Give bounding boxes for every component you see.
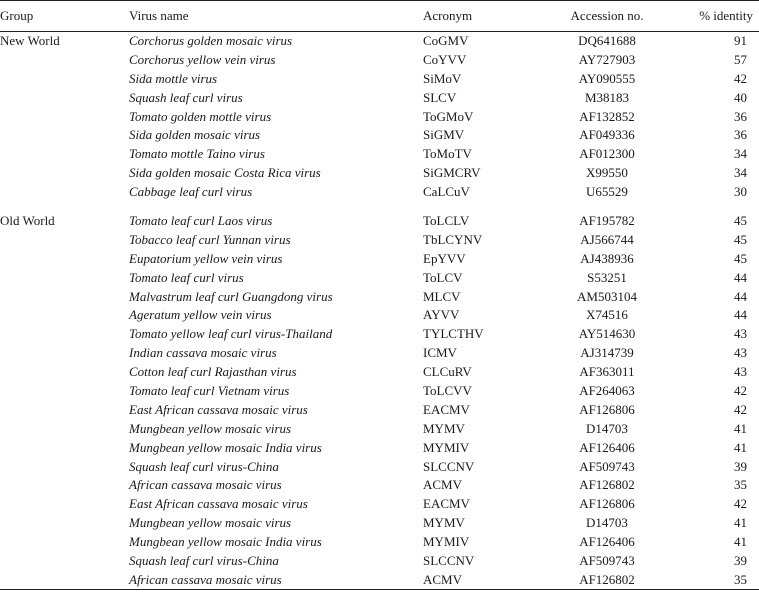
accession-number: AJ438936 bbox=[580, 250, 634, 266]
acronym: TYLCTHV bbox=[423, 326, 484, 342]
percent-identity: 43 bbox=[734, 345, 747, 361]
header-virus-name: Virus name bbox=[129, 1, 423, 32]
group-empty bbox=[0, 230, 129, 249]
virus-name: Indian cassava mosaic virus bbox=[129, 345, 277, 361]
acronym: CLCuRV bbox=[423, 364, 472, 380]
virus-name: Mungbean yellow mosaic virus bbox=[129, 515, 292, 531]
accession-number: X74516 bbox=[586, 307, 628, 323]
accession-number: D14703 bbox=[586, 515, 628, 531]
accession-number: AY090555 bbox=[578, 70, 636, 86]
table-row bbox=[0, 552, 759, 571]
virus-name: Malvastrum leaf curl Guangdong virus bbox=[129, 288, 333, 304]
percent-identity: 39 bbox=[734, 458, 747, 474]
table-row bbox=[0, 88, 759, 107]
percent-identity: 34 bbox=[734, 165, 747, 181]
virus-name: Corchorus yellow vein virus bbox=[129, 51, 276, 67]
percent-identity: 36 bbox=[734, 127, 747, 143]
acronym: SLCCNV bbox=[423, 458, 475, 474]
percent-identity: 44 bbox=[734, 269, 747, 285]
table-body bbox=[0, 32, 759, 590]
accession-number: AF126406 bbox=[579, 534, 635, 550]
table-row bbox=[0, 419, 759, 438]
table-row bbox=[0, 457, 759, 476]
accession-number: U65529 bbox=[586, 184, 628, 200]
accession-number: DQ641688 bbox=[578, 33, 636, 49]
table-header bbox=[0, 1, 759, 32]
virus-name: Tomato golden mottle virus bbox=[129, 108, 272, 124]
table-row bbox=[0, 126, 759, 145]
acronym: EACMV bbox=[423, 401, 470, 417]
group-empty bbox=[0, 344, 129, 363]
percent-identity: 43 bbox=[734, 364, 747, 380]
acronym: ACMV bbox=[423, 570, 532, 589]
accession-number: AF012300 bbox=[579, 146, 635, 162]
header-acronym: Acronym bbox=[423, 1, 532, 32]
table-row bbox=[0, 382, 759, 401]
acronym: AYVV bbox=[423, 307, 460, 323]
header-accession: Accession no. bbox=[532, 1, 682, 32]
accession-number: AF195782 bbox=[579, 212, 635, 228]
group-empty bbox=[0, 164, 129, 183]
accession-number: AF049336 bbox=[579, 127, 635, 143]
table-row bbox=[0, 249, 759, 268]
table-row bbox=[0, 400, 759, 419]
group-name: New World bbox=[0, 33, 60, 49]
table-row bbox=[0, 183, 759, 202]
percent-identity: 57 bbox=[734, 51, 747, 67]
acronym: ACMV bbox=[423, 477, 463, 493]
percent-identity: 44 bbox=[734, 307, 747, 323]
accession-number: AF264063 bbox=[579, 382, 635, 398]
accession-number: AF132852 bbox=[579, 108, 635, 124]
table-row bbox=[0, 32, 759, 51]
acronym: ICMV bbox=[423, 345, 457, 361]
table-row bbox=[0, 514, 759, 533]
group-name: Old World bbox=[0, 212, 55, 228]
acronym: SiGMCRV bbox=[423, 165, 481, 181]
group-empty bbox=[0, 107, 129, 126]
acronym: ToLCLV bbox=[423, 212, 470, 228]
group-empty bbox=[0, 249, 129, 268]
accession-number: M38183 bbox=[584, 89, 630, 105]
acronym: MYMIV bbox=[423, 439, 470, 455]
table-row bbox=[0, 344, 759, 363]
virus-name: Eupatorium yellow vein virus bbox=[129, 250, 283, 266]
table-row bbox=[0, 476, 759, 495]
table-row bbox=[0, 212, 759, 231]
virus-name: Tomato leaf curl Vietnam virus bbox=[129, 382, 290, 398]
percent-identity: 45 bbox=[734, 231, 747, 247]
accession-number: AJ566744 bbox=[580, 231, 634, 247]
virus-name: African cassava mosaic virus bbox=[129, 477, 282, 493]
percent-identity: 41 bbox=[734, 439, 747, 455]
percent-identity: 42 bbox=[734, 401, 747, 417]
table-row bbox=[0, 107, 759, 126]
group-empty bbox=[0, 476, 129, 495]
acronym: CoGMV bbox=[423, 33, 469, 49]
accession-number: S53251 bbox=[587, 269, 627, 285]
group-empty bbox=[0, 533, 129, 552]
virus-name: Ageratum yellow vein virus bbox=[129, 307, 272, 323]
group-empty bbox=[0, 268, 129, 287]
virus-name: Mungbean yellow mosaic India virus bbox=[129, 439, 322, 455]
group-empty bbox=[0, 183, 129, 202]
percent-identity: 42 bbox=[734, 70, 747, 86]
table-row bbox=[0, 69, 759, 88]
accession-number: AY727903 bbox=[578, 51, 636, 67]
virus-name: Squash leaf curl virus bbox=[129, 89, 243, 105]
group-empty bbox=[0, 457, 129, 476]
acronym: CoYVV bbox=[423, 51, 467, 67]
accession-number: AF126806 bbox=[579, 401, 635, 417]
table-row bbox=[0, 533, 759, 552]
virus-name: Sida golden mosaic Costa Rica virus bbox=[129, 165, 321, 181]
group-empty bbox=[0, 552, 129, 571]
accession-number: AF126802 bbox=[579, 477, 635, 493]
virus-name: Mungbean yellow mosaic India virus bbox=[129, 534, 322, 550]
table-row bbox=[0, 164, 759, 183]
percent-identity: 45 bbox=[734, 250, 747, 266]
group-empty bbox=[0, 306, 129, 325]
group-empty bbox=[0, 400, 129, 419]
virus-name: African cassava mosaic virus bbox=[129, 570, 423, 589]
percent-identity: 45 bbox=[734, 212, 747, 228]
accession-number: D14703 bbox=[586, 420, 628, 436]
table-row bbox=[0, 50, 759, 69]
header-identity: % identity bbox=[682, 1, 759, 32]
accession-number: AJ314739 bbox=[580, 345, 634, 361]
acronym: SLCV bbox=[423, 89, 457, 105]
table-row bbox=[0, 495, 759, 514]
virus-name: Squash leaf curl virus-China bbox=[129, 552, 279, 568]
percent-identity: 91 bbox=[734, 33, 747, 49]
acronym: ToLCV bbox=[423, 269, 463, 285]
acronym: SLCCNV bbox=[423, 552, 475, 568]
group-empty bbox=[0, 382, 129, 401]
group-empty bbox=[0, 69, 129, 88]
virus-name: East African cassava mosaic virus bbox=[129, 401, 308, 417]
virus-name: Tomato leaf curl Laos virus bbox=[129, 212, 273, 228]
group-empty bbox=[0, 88, 129, 107]
acronym: EpYVV bbox=[423, 250, 466, 266]
virus-name: Cotton leaf curl Rajasthan virus bbox=[129, 364, 297, 380]
percent-identity: 39 bbox=[734, 552, 747, 568]
group-empty bbox=[0, 495, 129, 514]
table-row bbox=[0, 570, 759, 589]
virus-name: Cabbage leaf curl virus bbox=[129, 184, 253, 200]
header-row bbox=[0, 1, 759, 32]
accession-number: AF126802 bbox=[532, 570, 682, 589]
virus-name: Tomato leaf curl virus bbox=[129, 269, 244, 285]
group-empty bbox=[0, 126, 129, 145]
accession-number: AM503104 bbox=[577, 288, 637, 304]
acronym: SiMoV bbox=[423, 70, 462, 86]
virus-name: Corchorus golden mosaic virus bbox=[129, 33, 293, 49]
group-empty bbox=[0, 419, 129, 438]
virus-name: Tomato mottle Taino virus bbox=[129, 146, 265, 162]
group-empty bbox=[0, 363, 129, 382]
accession-number: AF509743 bbox=[579, 552, 635, 568]
table-row bbox=[0, 363, 759, 382]
group-empty bbox=[0, 514, 129, 533]
group-empty bbox=[0, 570, 129, 589]
group-empty bbox=[0, 50, 129, 69]
percent-identity: 44 bbox=[734, 288, 747, 304]
virus-name: Sida golden mosaic virus bbox=[129, 127, 261, 143]
accession-number: AY514630 bbox=[578, 326, 636, 342]
virus-name: Tobacco leaf curl Yunnan virus bbox=[129, 231, 291, 247]
group-empty bbox=[0, 438, 129, 457]
acronym: MYMIV bbox=[423, 534, 470, 550]
percent-identity: 41 bbox=[734, 420, 747, 436]
table-row bbox=[0, 325, 759, 344]
group-empty bbox=[0, 287, 129, 306]
table-row bbox=[0, 230, 759, 249]
table-row bbox=[0, 287, 759, 306]
accession-number: X99550 bbox=[586, 165, 628, 181]
group-empty bbox=[0, 325, 129, 344]
group-empty bbox=[0, 145, 129, 164]
acronym: MYMV bbox=[423, 515, 465, 531]
percent-identity: 41 bbox=[734, 515, 747, 531]
percent-identity: 36 bbox=[734, 108, 747, 124]
percent-identity: 30 bbox=[734, 184, 747, 200]
header-group: Group bbox=[0, 1, 129, 32]
percent-identity: 35 bbox=[734, 477, 747, 493]
accession-number: AF126406 bbox=[579, 439, 635, 455]
acronym: TbLCYNV bbox=[423, 231, 483, 247]
percent-identity: 34 bbox=[734, 146, 747, 162]
virus-name: Sida mottle virus bbox=[129, 70, 218, 86]
acronym: SiGMV bbox=[423, 127, 465, 143]
virus-name: East African cassava mosaic virus bbox=[129, 496, 308, 512]
acronym: MYMV bbox=[423, 420, 465, 436]
percent-identity: 41 bbox=[734, 534, 747, 550]
percent-identity: 43 bbox=[734, 326, 747, 342]
acronym: ToLCVV bbox=[423, 382, 472, 398]
virus-name: Mungbean yellow mosaic virus bbox=[129, 420, 292, 436]
percent-identity: 42 bbox=[734, 496, 747, 512]
acronym: ToMoTV bbox=[423, 146, 472, 162]
percent-identity: 40 bbox=[734, 89, 747, 105]
accession-number: AF126806 bbox=[579, 496, 635, 512]
acronym: CaLCuV bbox=[423, 184, 470, 200]
percent-identity: 35 bbox=[682, 570, 759, 589]
acronym: MLCV bbox=[423, 288, 461, 304]
table-row bbox=[0, 268, 759, 287]
table-row bbox=[0, 438, 759, 457]
table-row bbox=[0, 145, 759, 164]
percent-identity: 42 bbox=[734, 382, 747, 398]
virus-name: Squash leaf curl virus-China bbox=[129, 458, 279, 474]
accession-number: AF509743 bbox=[579, 458, 635, 474]
table-row bbox=[0, 306, 759, 325]
acronym: ToGMoV bbox=[423, 108, 474, 124]
acronym: EACMV bbox=[423, 496, 470, 512]
group-spacer bbox=[0, 202, 759, 212]
virus-name: Tomato yellow leaf curl virus-Thailand bbox=[129, 326, 333, 342]
accession-number: AF363011 bbox=[579, 364, 635, 380]
